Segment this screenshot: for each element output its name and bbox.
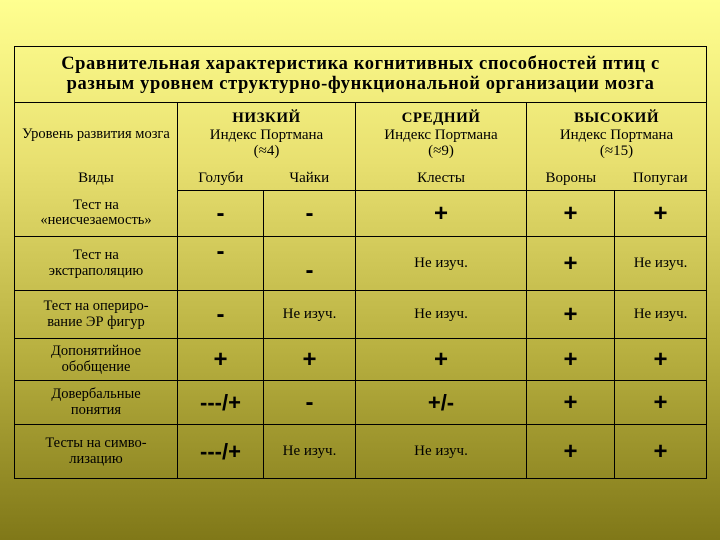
species-gulls: Чайки: [264, 167, 356, 191]
cell-r3-parrots: Не изуч.: [615, 291, 707, 339]
cell-r2-crows: +: [527, 237, 615, 291]
cell-r5-gulls: -: [264, 381, 356, 425]
species-pigeons: Голуби: [178, 167, 264, 191]
cell-r4-pigeons: +: [178, 339, 264, 381]
level-mid-name: СРЕДНИЙ: [401, 110, 481, 127]
table-title: [15, 47, 707, 103]
level-low-header: [178, 103, 356, 167]
cell-r2-parrots: Не изуч.: [615, 237, 707, 291]
level-high-value: (≈15): [599, 142, 634, 159]
cell-r1-crows: +: [527, 191, 615, 237]
level-mid-index: Индекс Портмана: [384, 126, 498, 143]
row-label-preverbal: Довербальные понятия: [15, 381, 178, 425]
level-low-index: Индекс Портмана: [209, 126, 324, 143]
cell-r1-crossbills: +: [356, 191, 527, 237]
row-label-symbolization: Тесты на симво-лизацию: [15, 425, 178, 479]
cell-r3-crossbills: Не изуч.: [356, 291, 527, 339]
cell-r5-parrots: +: [615, 381, 707, 425]
cell-r1-parrots: +: [615, 191, 707, 237]
level-mid-value: (≈9): [428, 142, 454, 159]
cell-r6-pigeons: ---/+: [178, 425, 264, 479]
level-low-value: (≈4): [253, 142, 280, 159]
cell-r4-gulls: +: [264, 339, 356, 381]
cell-r4-crossbills: +: [356, 339, 527, 381]
level-high-index: Индекс Портмана: [559, 126, 674, 143]
level-high-name: ВЫСОКИЙ: [574, 110, 659, 127]
cell-r6-parrots: +: [615, 425, 707, 479]
row-label-preconceptual: Допонятийное обобщение: [15, 339, 178, 381]
cell-r3-pigeons: -: [178, 291, 264, 339]
species-crows: Вороны: [527, 167, 615, 191]
species-parrots: Попугаи: [615, 167, 707, 191]
cell-r6-gulls: Не изуч.: [264, 425, 356, 479]
cell-r5-pigeons: ---/+: [178, 381, 264, 425]
row-label-extrapolation: Тест на экстраполяцию: [15, 237, 178, 291]
cell-r1-gulls: -: [264, 191, 356, 237]
cell-r2-pigeons: -: [178, 237, 264, 291]
cell-r4-parrots: +: [615, 339, 707, 381]
species-crossbills: Клесты: [356, 167, 527, 191]
cell-r3-gulls: Не изуч.: [264, 291, 356, 339]
cell-r6-crows: +: [527, 425, 615, 479]
level-high-header: [527, 103, 707, 167]
cell-r1-pigeons: -: [178, 191, 264, 237]
cell-r3-crows: +: [527, 291, 615, 339]
comparison-table: [14, 46, 707, 479]
cell-r6-crossbills: Не изуч.: [356, 425, 527, 479]
cell-r4-crows: +: [527, 339, 615, 381]
cell-r5-crows: +: [527, 381, 615, 425]
cell-r2-crossbills: Не изуч.: [356, 237, 527, 291]
cell-r2-gulls: -: [264, 237, 356, 291]
level-mid-header: [356, 103, 527, 167]
brain-level-label: Уровень развития мозга: [15, 103, 178, 167]
cell-r5-crossbills: +/-: [356, 381, 527, 425]
species-label: Виды: [15, 167, 178, 191]
row-label-er-figures: Тест на опериро-вание ЭР фигур: [15, 291, 178, 339]
title-line-1: Сравнительная характеристика когнитивных способностей птиц с: [61, 53, 660, 74]
row-label-object-permanence: Тест на «неисчезаемость»: [15, 191, 178, 237]
title-line-2: разным уровнем структурно-функциональной организации мозга: [66, 73, 655, 94]
level-low-name: НИЗКИЙ: [232, 110, 301, 127]
